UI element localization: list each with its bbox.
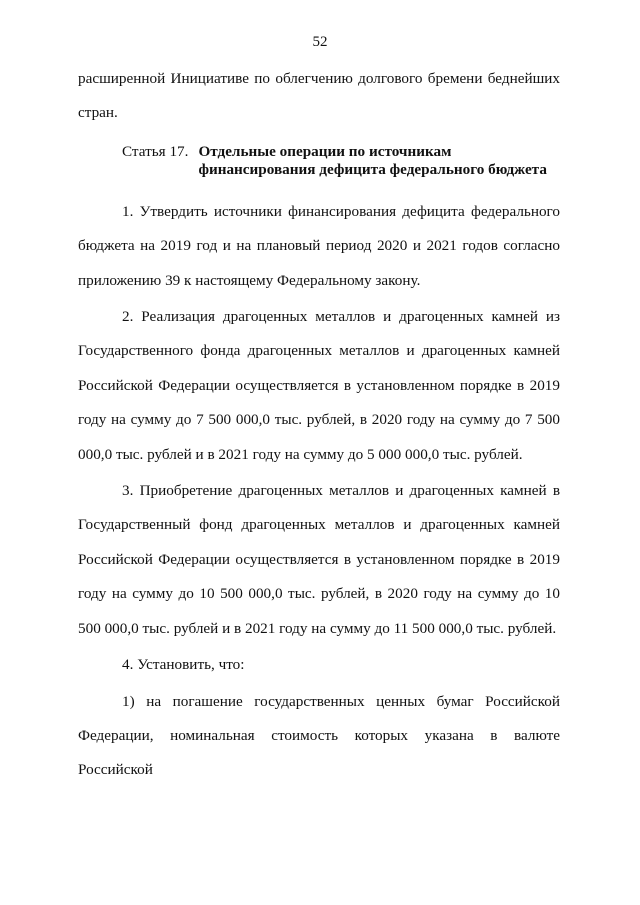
paragraph-2: 2. Реализация драгоценных металлов и драгоценных камней из Государственного фонда драгоценных металлов и драгоценных камней Российской Федерации осуществляется в установленном порядке в 2019 году на сумму до 7 500 000,0 тыс. рублей, в 2020 году на сумму до 7 500 000,0 тыс. рублей и в 2021 году на сумму до 5 000 000,0 тыс. рублей. [78,308,560,463]
intro-paragraph: расширенной Инициативе по облегчению долгового бремени беднейших стран. [78,70,560,122]
document-body [78,60,560,788]
paragraph-3: 3. Приобретение драгоценных металлов и драгоценных камней в Государственный фонд драгоценных металлов и драгоценных камней Российской Федерации осуществляется в установленном порядке в 2019 году на сумму до 10 500 000,0 тыс. рублей, в 2020 году на сумму до 10 500 000,0 тыс. рублей и в 2021 году на сумму до 11 500 000,0 тыс. рублей. [78,482,560,637]
paragraph-1: 1. Утвердить источники финансирования дефицита федерального бюджета на 2019 год и на плановый период 2020 и 2021 годов согласно приложению 39 к настоящему Федеральному закону. [78,202,560,289]
page-number: 52 [312,34,328,50]
paragraph-5: 1) на погашение государственных ценных бумаг Российской Федерации, номинальная стоимость которых указана в валюте Российской [78,692,560,779]
paragraph-4: 4. Установить, что: [122,656,245,674]
article-heading [78,143,560,179]
article-number: Статья 17. [122,142,189,160]
article-title: Отдельные операции по источникам финансирования дефицита федерального бюджета [198,142,547,178]
